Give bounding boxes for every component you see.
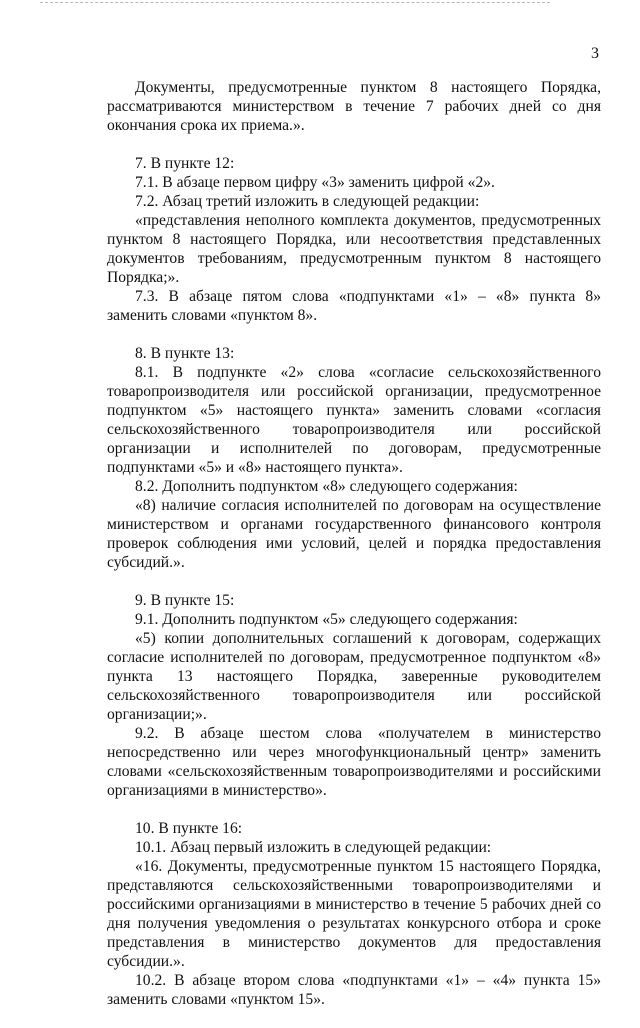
section-heading: 8. В пункте 13: bbox=[135, 345, 235, 362]
paragraph: 10.1. Абзац первый изложить в следующей редакции: bbox=[135, 839, 492, 856]
section-heading: 7. В пункте 12: bbox=[135, 155, 235, 172]
paragraph: 9.2. В абзаце шестом слова «получателем в министерство непосредственно или через многофункциональный центр» заменить словами «сельскохозяйственным товаропроизводителями и российскими организациями в министерство». bbox=[107, 725, 601, 799]
paragraph: 8.1. В подпункте «2» слова «согласие сельскохозяйственного товаропроизводителя или российской организации, предусмотренное подпунктом «5» настоящего пункта» заменить словами «согласия сельскохозяйственного товаропроизводителя или российской организации и исполнителей по договорам, предусмотренные подпунктами «5» и «8» настоящего пункта». bbox=[107, 364, 601, 476]
section-point-7 bbox=[107, 154, 601, 325]
page-number: 3 bbox=[591, 45, 599, 62]
section-heading: 10. В пункте 16: bbox=[135, 820, 243, 837]
paragraph: «5) копии дополнительных соглашений к договорам, содержащих согласие исполнителей по договорам, предусмотренное подпунктом «8» пункта 13 настоящего Порядка, заверенные руководителем сельскохозяйственного товаропроизводителя или российской организации;». bbox=[107, 630, 601, 723]
section-heading: 9. В пункте 15: bbox=[135, 592, 235, 609]
paragraph: 7.2. Абзац третий изложить в следующей редакции: bbox=[135, 193, 480, 210]
document-body bbox=[107, 78, 601, 1028]
section-point-10 bbox=[107, 819, 601, 1009]
section-intro bbox=[107, 78, 601, 135]
paragraph: 7.1. В абзаце первом цифру «3» заменить цифрой «2». bbox=[135, 174, 495, 191]
section-point-9 bbox=[107, 591, 601, 800]
section-point-8 bbox=[107, 344, 601, 572]
top-rule bbox=[40, 2, 550, 4]
paragraph: «8) наличие согласия исполнителей по договорам на осуществление министерством и органами государственного финансового контроля проверок соблюдения ими условий, целей и порядка предоставления субсидий.». bbox=[107, 497, 601, 571]
paragraph: 9.1. Дополнить подпунктом «5» следующего содержания: bbox=[135, 611, 518, 628]
paragraph: «представления неполного комплекта документов, предусмотренных пунктом 8 настоящего Порядка, или несоответствия представленных документов требованиям, предусмотренным пунктом 8 настоящего Порядка;». bbox=[107, 212, 601, 286]
paragraph: Документы, предусмотренные пунктом 8 настоящего Порядка, рассматриваются министерством в течение 7 рабочих дней со дня окончания срока их приема.». bbox=[107, 79, 601, 134]
paragraph: «16. Документы, предусмотренные пунктом 15 настоящего Порядка, представляются сельскохозяйственными товаропроизводителями и российскими организациями в министерство в течение 5 рабочих дней со дня получения уведомления о результатах конкурсного отбора и сроке представления в министерство документов для предоставления субсидии.». bbox=[107, 858, 601, 970]
paragraph: 8.2. Дополнить подпунктом «8» следующего содержания: bbox=[135, 478, 518, 495]
paragraph: 10.2. В абзаце втором слова «подпунктами «1» – «4» пункта 15» заменить словами «пунктом 15». bbox=[107, 972, 601, 1008]
paragraph: 7.3. В абзаце пятом слова «подпунктами «1» – «8» пункта 8» заменить словами «пунктом 8». bbox=[107, 288, 601, 324]
